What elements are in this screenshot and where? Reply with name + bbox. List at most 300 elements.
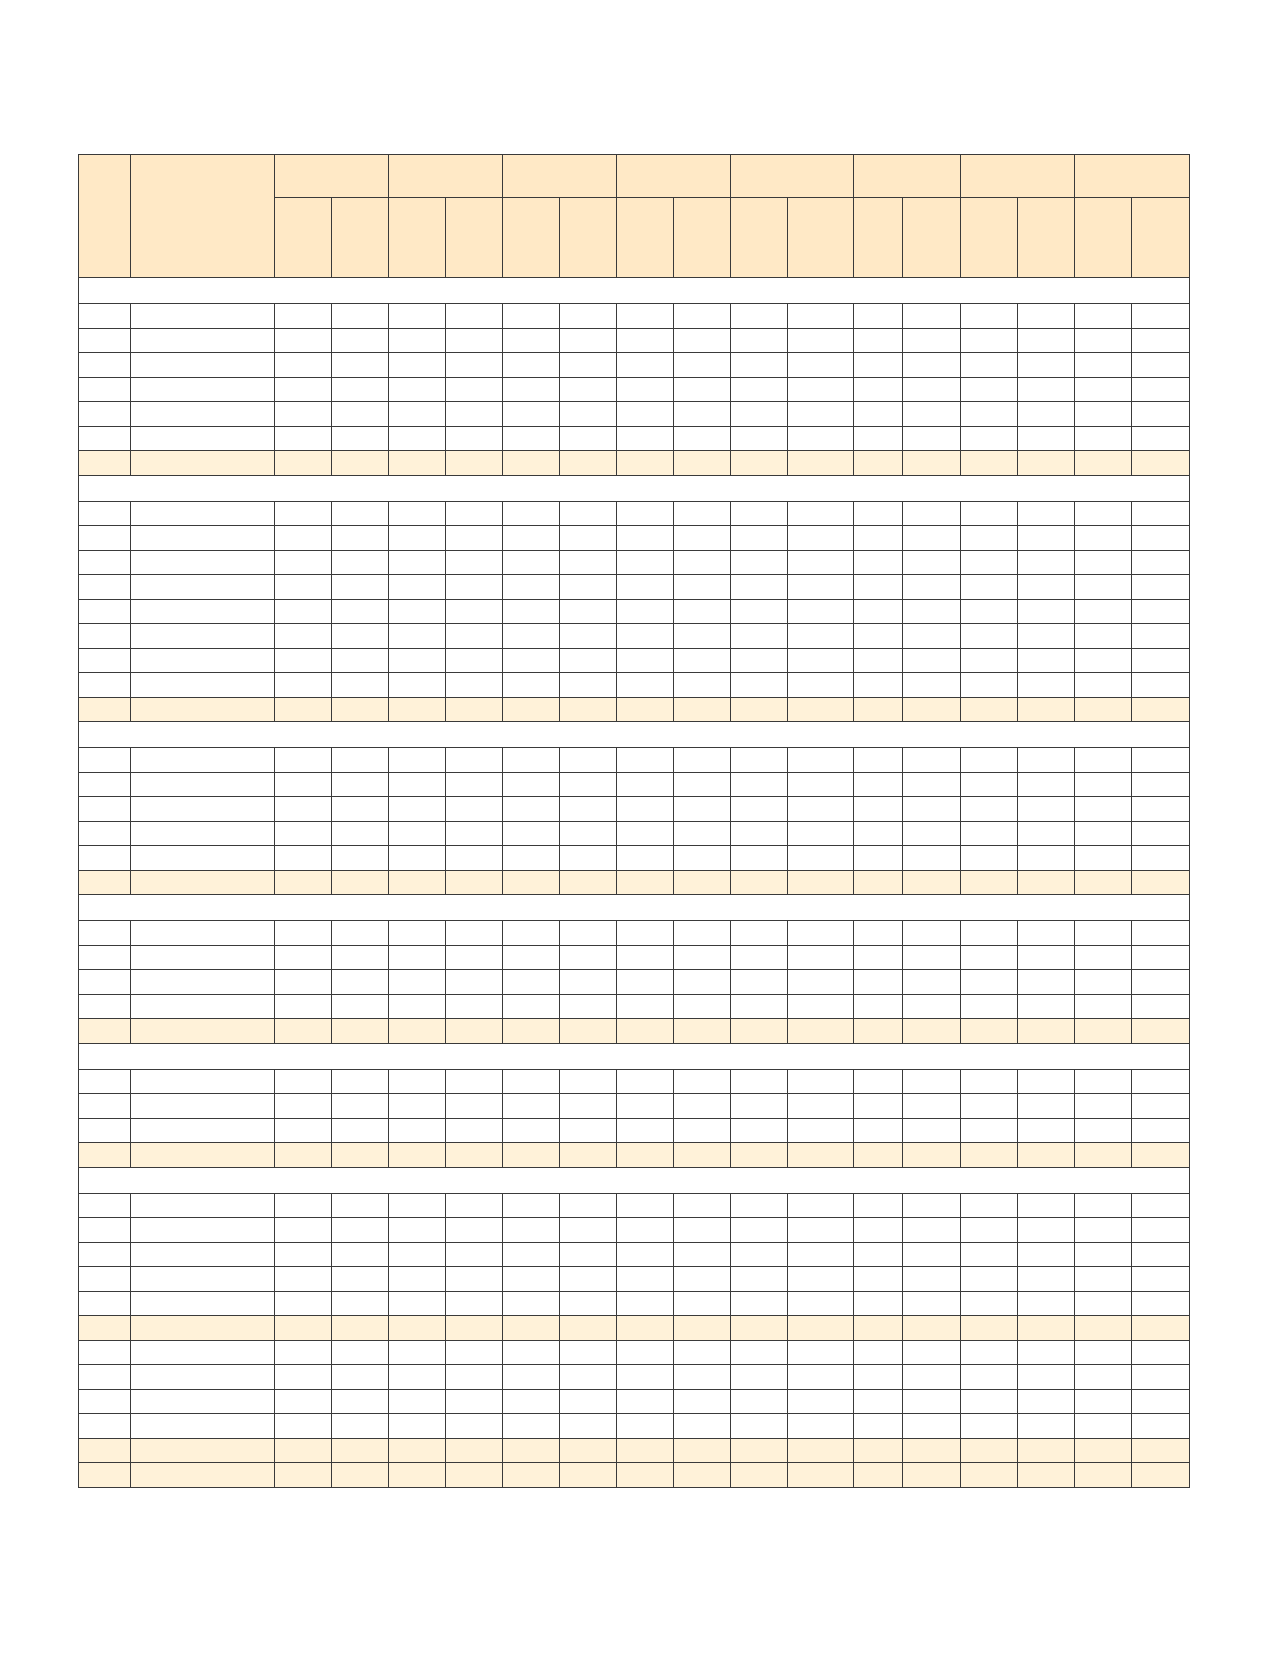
value-cell <box>854 648 903 673</box>
label-cell <box>131 921 275 946</box>
value-cell <box>961 402 1018 427</box>
value-cell <box>788 1218 854 1243</box>
value-cell <box>1018 772 1075 797</box>
value-cell <box>961 994 1018 1019</box>
value-cell <box>1132 451 1190 476</box>
value-cell <box>560 648 617 673</box>
value-cell <box>903 970 961 995</box>
value-cell <box>503 451 560 476</box>
label-cell <box>131 1218 275 1243</box>
value-cell <box>275 821 332 846</box>
section-title <box>79 722 1190 748</box>
value-cell <box>389 451 446 476</box>
value-cell <box>560 1389 617 1414</box>
value-cell <box>1075 994 1132 1019</box>
value-cell <box>560 1316 617 1341</box>
value-cell <box>503 1193 560 1218</box>
value-cell <box>674 797 731 822</box>
value-cell <box>332 1193 389 1218</box>
value-cell <box>788 846 854 871</box>
value-cell <box>903 1463 961 1488</box>
value-cell <box>854 304 903 329</box>
value-cell <box>1075 846 1132 871</box>
value-cell <box>1018 550 1075 575</box>
value-cell <box>731 1267 788 1292</box>
value-cell <box>788 870 854 895</box>
value-cell <box>446 1365 503 1390</box>
value-cell <box>854 970 903 995</box>
value-cell <box>560 624 617 649</box>
value-cell <box>1132 1242 1190 1267</box>
value-cell <box>731 994 788 1019</box>
value-cell <box>617 1193 674 1218</box>
table-row <box>79 1365 1190 1390</box>
value-cell <box>275 1242 332 1267</box>
value-cell <box>961 1019 1018 1044</box>
index-cell <box>79 1193 131 1218</box>
header-subcolumn-cell <box>1018 198 1075 278</box>
value-cell <box>788 328 854 353</box>
value-cell <box>854 1463 903 1488</box>
value-cell <box>1132 1389 1190 1414</box>
value-cell <box>854 1069 903 1094</box>
value-cell <box>446 870 503 895</box>
value-cell <box>674 1094 731 1119</box>
value-cell <box>617 550 674 575</box>
value-cell <box>1075 945 1132 970</box>
value-cell <box>854 748 903 773</box>
value-cell <box>389 599 446 624</box>
value-cell <box>731 304 788 329</box>
value-cell <box>674 550 731 575</box>
value-cell <box>1018 1291 1075 1316</box>
value-cell <box>961 1463 1018 1488</box>
value-cell <box>1132 1316 1190 1341</box>
label-cell <box>131 1069 275 1094</box>
value-cell <box>275 697 332 722</box>
value-cell <box>503 1118 560 1143</box>
header-subcolumn-cell <box>560 198 617 278</box>
value-cell <box>674 994 731 1019</box>
value-cell <box>674 1291 731 1316</box>
value-cell <box>1018 1143 1075 1168</box>
value-cell <box>788 1291 854 1316</box>
value-cell <box>903 921 961 946</box>
value-cell <box>1075 624 1132 649</box>
value-cell <box>731 970 788 995</box>
table-row <box>79 599 1190 624</box>
table-row <box>79 1291 1190 1316</box>
value-cell <box>332 1365 389 1390</box>
value-cell <box>674 1316 731 1341</box>
header-group-cell <box>961 155 1075 198</box>
table-row <box>79 945 1190 970</box>
value-cell <box>1018 451 1075 476</box>
value-cell <box>617 353 674 378</box>
index-cell <box>79 1414 131 1439</box>
value-cell <box>674 402 731 427</box>
value-cell <box>674 526 731 551</box>
value-cell <box>854 1143 903 1168</box>
index-cell <box>79 451 131 476</box>
index-cell <box>79 1365 131 1390</box>
value-cell <box>788 377 854 402</box>
label-cell <box>131 970 275 995</box>
value-cell <box>503 1438 560 1463</box>
index-cell <box>79 821 131 846</box>
value-cell <box>903 870 961 895</box>
value-cell <box>1018 1316 1075 1341</box>
value-cell <box>854 501 903 526</box>
value-cell <box>617 748 674 773</box>
label-cell <box>131 377 275 402</box>
value-cell <box>903 377 961 402</box>
value-cell <box>560 748 617 773</box>
value-cell <box>617 1316 674 1341</box>
value-cell <box>961 1267 1018 1292</box>
value-cell <box>903 697 961 722</box>
value-cell <box>731 870 788 895</box>
value-cell <box>731 1438 788 1463</box>
value-cell <box>389 1291 446 1316</box>
value-cell <box>1075 451 1132 476</box>
value-cell <box>275 1118 332 1143</box>
value-cell <box>446 402 503 427</box>
label-cell <box>131 402 275 427</box>
value-cell <box>617 624 674 649</box>
value-cell <box>503 1291 560 1316</box>
value-cell <box>503 648 560 673</box>
value-cell <box>1132 1069 1190 1094</box>
value-cell <box>617 1019 674 1044</box>
label-cell <box>131 797 275 822</box>
header-group-cell <box>617 155 731 198</box>
value-cell <box>389 575 446 600</box>
value-cell <box>903 648 961 673</box>
value-cell <box>332 945 389 970</box>
value-cell <box>788 1340 854 1365</box>
value-cell <box>617 846 674 871</box>
value-cell <box>389 870 446 895</box>
value-cell <box>961 451 1018 476</box>
value-cell <box>903 1267 961 1292</box>
value-cell <box>961 1143 1018 1168</box>
value-cell <box>332 550 389 575</box>
value-cell <box>275 353 332 378</box>
value-cell <box>1132 1340 1190 1365</box>
value-cell <box>961 797 1018 822</box>
table-row <box>79 1414 1190 1439</box>
value-cell <box>674 575 731 600</box>
value-cell <box>1132 945 1190 970</box>
index-cell <box>79 328 131 353</box>
header-subcolumn-cell <box>674 198 731 278</box>
value-cell <box>788 599 854 624</box>
value-cell <box>560 1069 617 1094</box>
header-subcolumn-cell <box>275 198 332 278</box>
label-cell <box>131 550 275 575</box>
table-row <box>79 1069 1190 1094</box>
section-title <box>79 1043 1190 1069</box>
value-cell <box>1075 526 1132 551</box>
value-cell <box>1018 1069 1075 1094</box>
value-cell <box>332 402 389 427</box>
value-cell <box>446 748 503 773</box>
value-cell <box>1075 1438 1132 1463</box>
table-row <box>79 526 1190 551</box>
value-cell <box>560 1438 617 1463</box>
value-cell <box>961 599 1018 624</box>
value-cell <box>1018 1193 1075 1218</box>
value-cell <box>731 748 788 773</box>
index-cell <box>79 353 131 378</box>
value-cell <box>617 328 674 353</box>
value-cell <box>903 1019 961 1044</box>
value-cell <box>617 1463 674 1488</box>
value-cell <box>332 353 389 378</box>
value-cell <box>674 1118 731 1143</box>
value-cell <box>961 1291 1018 1316</box>
value-cell <box>731 1365 788 1390</box>
value-cell <box>854 1316 903 1341</box>
value-cell <box>674 870 731 895</box>
header-group-cell <box>503 155 617 198</box>
value-cell <box>275 1340 332 1365</box>
value-cell <box>1132 870 1190 895</box>
value-cell <box>503 821 560 846</box>
label-cell <box>131 945 275 970</box>
value-cell <box>961 846 1018 871</box>
value-cell <box>332 1389 389 1414</box>
value-cell <box>503 921 560 946</box>
value-cell <box>446 1291 503 1316</box>
value-cell <box>674 304 731 329</box>
value-cell <box>1018 328 1075 353</box>
header-subcolumn-cell <box>788 198 854 278</box>
value-cell <box>446 821 503 846</box>
value-cell <box>503 673 560 698</box>
value-cell <box>731 1242 788 1267</box>
value-cell <box>1132 1218 1190 1243</box>
value-cell <box>275 426 332 451</box>
value-cell <box>503 945 560 970</box>
value-cell <box>617 970 674 995</box>
value-cell <box>788 1069 854 1094</box>
value-cell <box>560 402 617 427</box>
index-cell <box>79 1242 131 1267</box>
value-cell <box>1075 1069 1132 1094</box>
value-cell <box>1132 821 1190 846</box>
table-row <box>79 1267 1190 1292</box>
index-cell <box>79 772 131 797</box>
value-cell <box>446 1218 503 1243</box>
value-cell <box>446 426 503 451</box>
value-cell <box>560 599 617 624</box>
value-cell <box>1018 1094 1075 1119</box>
value-cell <box>503 1365 560 1390</box>
value-cell <box>788 402 854 427</box>
value-cell <box>1018 353 1075 378</box>
value-cell <box>1018 501 1075 526</box>
value-cell <box>332 526 389 551</box>
value-cell <box>788 821 854 846</box>
table-row <box>79 797 1190 822</box>
value-cell <box>446 1414 503 1439</box>
label-cell <box>131 772 275 797</box>
value-cell <box>275 1463 332 1488</box>
value-cell <box>674 353 731 378</box>
value-cell <box>1132 1463 1190 1488</box>
value-cell <box>332 501 389 526</box>
value-cell <box>788 1438 854 1463</box>
value-cell <box>854 526 903 551</box>
value-cell <box>1018 970 1075 995</box>
value-cell <box>560 921 617 946</box>
value-cell <box>503 377 560 402</box>
table-row <box>79 353 1190 378</box>
value-cell <box>560 797 617 822</box>
section-header-row <box>79 895 1190 921</box>
value-cell <box>503 870 560 895</box>
value-cell <box>1132 846 1190 871</box>
value-cell <box>1018 1118 1075 1143</box>
value-cell <box>1075 550 1132 575</box>
value-cell <box>788 673 854 698</box>
value-cell <box>1075 377 1132 402</box>
value-cell <box>788 748 854 773</box>
value-cell <box>1018 1242 1075 1267</box>
value-cell <box>788 304 854 329</box>
value-cell <box>617 1242 674 1267</box>
value-cell <box>332 994 389 1019</box>
value-cell <box>903 304 961 329</box>
value-cell <box>788 1316 854 1341</box>
value-cell <box>560 846 617 871</box>
table-row <box>79 1389 1190 1414</box>
value-cell <box>854 673 903 698</box>
value-cell <box>446 1316 503 1341</box>
value-cell <box>1075 328 1132 353</box>
value-cell <box>446 624 503 649</box>
value-cell <box>446 575 503 600</box>
value-cell <box>389 501 446 526</box>
value-cell <box>674 624 731 649</box>
value-cell <box>854 377 903 402</box>
value-cell <box>788 1242 854 1267</box>
value-cell <box>1018 797 1075 822</box>
value-cell <box>617 697 674 722</box>
header-index-cell <box>79 155 131 278</box>
value-cell <box>854 846 903 871</box>
value-cell <box>332 1218 389 1243</box>
value-cell <box>617 945 674 970</box>
table-row <box>79 1118 1190 1143</box>
value-cell <box>961 1118 1018 1143</box>
index-cell <box>79 1094 131 1119</box>
value-cell <box>1018 846 1075 871</box>
index-cell <box>79 648 131 673</box>
value-cell <box>389 797 446 822</box>
value-cell <box>617 526 674 551</box>
value-cell <box>332 1143 389 1168</box>
value-cell <box>854 1118 903 1143</box>
value-cell <box>1018 377 1075 402</box>
value-cell <box>1132 1193 1190 1218</box>
value-cell <box>446 1463 503 1488</box>
value-cell <box>275 994 332 1019</box>
index-cell <box>79 575 131 600</box>
label-cell <box>131 526 275 551</box>
value-cell <box>275 1365 332 1390</box>
value-cell <box>903 945 961 970</box>
value-cell <box>389 353 446 378</box>
value-cell <box>961 501 1018 526</box>
label-cell <box>131 1118 275 1143</box>
value-cell <box>446 673 503 698</box>
value-cell <box>854 402 903 427</box>
header-subcolumn-cell <box>1075 198 1132 278</box>
value-cell <box>389 1218 446 1243</box>
value-cell <box>389 846 446 871</box>
value-cell <box>854 1365 903 1390</box>
value-cell <box>903 624 961 649</box>
header-subcolumn-cell <box>961 198 1018 278</box>
value-cell <box>332 1316 389 1341</box>
value-cell <box>275 501 332 526</box>
value-cell <box>788 772 854 797</box>
value-cell <box>1132 624 1190 649</box>
value-cell <box>903 1218 961 1243</box>
subtotal-row <box>79 1438 1190 1463</box>
value-cell <box>389 1094 446 1119</box>
value-cell <box>1018 921 1075 946</box>
table-row <box>79 402 1190 427</box>
table-row <box>79 1193 1190 1218</box>
value-cell <box>1075 1118 1132 1143</box>
value-cell <box>446 501 503 526</box>
value-cell <box>854 1438 903 1463</box>
value-cell <box>854 994 903 1019</box>
value-cell <box>788 501 854 526</box>
value-cell <box>1018 697 1075 722</box>
value-cell <box>332 1340 389 1365</box>
value-cell <box>788 1463 854 1488</box>
value-cell <box>560 772 617 797</box>
value-cell <box>560 821 617 846</box>
header-subcolumn-cell <box>854 198 903 278</box>
label-cell <box>131 1267 275 1292</box>
value-cell <box>275 870 332 895</box>
value-cell <box>332 599 389 624</box>
header-label-cell <box>131 155 275 278</box>
value-cell <box>961 970 1018 995</box>
value-cell <box>1132 1267 1190 1292</box>
value-cell <box>788 1019 854 1044</box>
value-cell <box>854 1414 903 1439</box>
value-cell <box>560 1218 617 1243</box>
label-cell <box>131 1094 275 1119</box>
value-cell <box>503 1069 560 1094</box>
value-cell <box>446 772 503 797</box>
value-cell <box>1075 970 1132 995</box>
value-cell <box>903 526 961 551</box>
section-title <box>79 1167 1190 1193</box>
label-cell <box>131 1463 275 1488</box>
value-cell <box>1075 426 1132 451</box>
label-cell <box>131 870 275 895</box>
value-cell <box>674 673 731 698</box>
value-cell <box>1132 994 1190 1019</box>
